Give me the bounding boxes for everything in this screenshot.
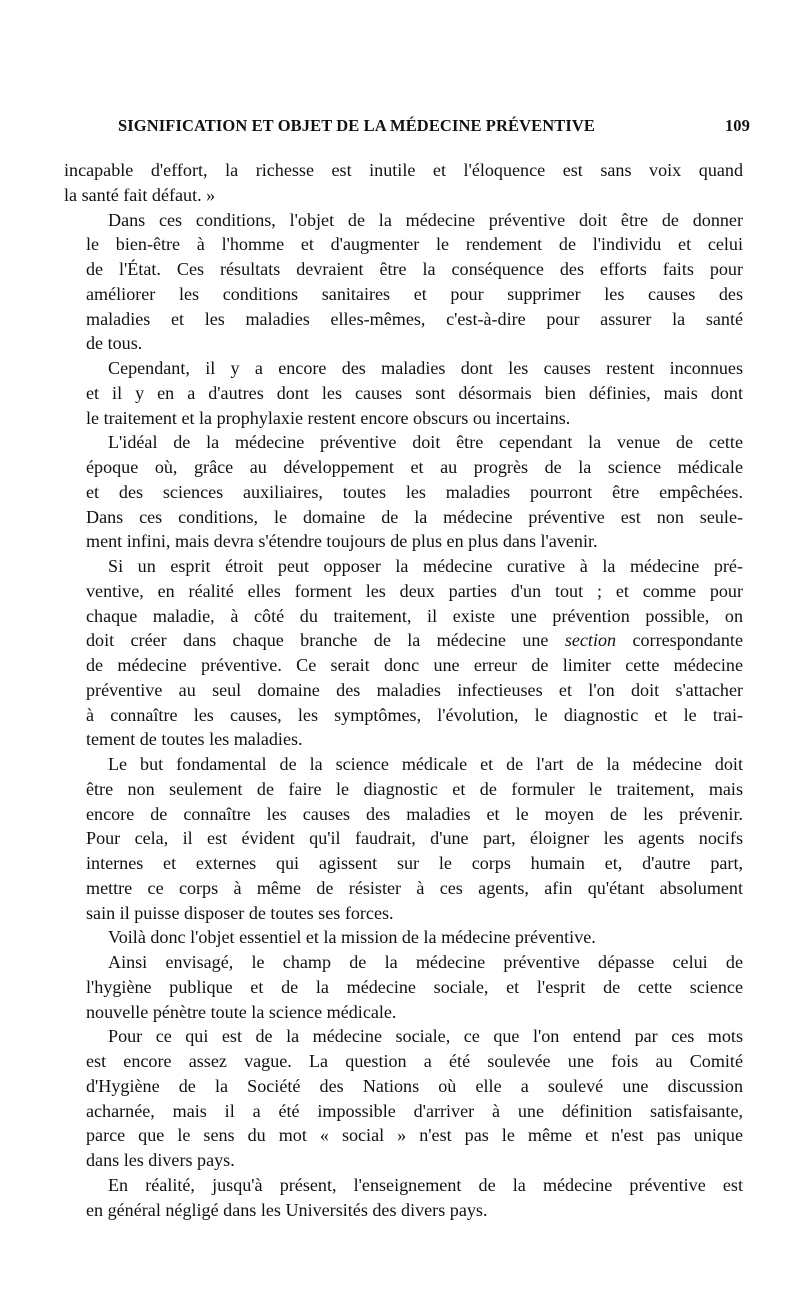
text-line: Ainsi envisagé, le champ de la médecine préventive dépasse celui de (108, 952, 743, 972)
paragraph-3 (64, 356, 743, 430)
text-line-with-italic (64, 628, 743, 653)
text-line: le traitement et la prophylaxie restent encore obscurs ou incertains. (86, 407, 571, 428)
paragraph-6 (64, 752, 743, 925)
text-line: la santé fait défaut. » (64, 184, 216, 205)
paragraph-7 (64, 925, 743, 950)
body-text (64, 158, 743, 1222)
paragraph-5 (64, 554, 743, 752)
text-line: Si un esprit étroit peut opposer la médecine curative à la médecine pré- (108, 556, 743, 576)
text-line: Pour cela, il est évident qu'il faudrait, d'une part, éloigner les agents nocifs (86, 828, 743, 849)
text-line: être non seulement de faire le diagnostic et de formuler le traitement, mais (86, 778, 743, 799)
text-line: ventive, en réalité elles forment les deux parties d'un tout ; et comme pour (86, 580, 743, 601)
text-line: Pour ce qui est de la médecine sociale, ce que l'on entend par ces mots (108, 1026, 743, 1047)
text-line: chaque maladie, à côté du traitement, il existe une prévention possible, on (86, 605, 743, 626)
running-head-title: SIGNIFICATION ET OBJET DE LA MÉDECINE PRÉVENTIVE (118, 116, 595, 135)
paragraph-9 (64, 1024, 743, 1173)
text-line: L'idéal de la médecine préventive doit être cependant la venue de cette (108, 432, 743, 453)
text-line: tement de toutes les maladies. (86, 729, 303, 750)
text-line: Voilà donc l'objet essentiel et la mission de la médecine préventive. (108, 927, 596, 948)
text-line: le bien-être à l'homme et d'augmenter le rendement de l'individu et celui (86, 234, 743, 255)
text-line: à connaître les causes, les symptômes, l'évolution, le diagnostic et le trai- (86, 704, 743, 725)
text-line: préventive au seul domaine des maladies infectieuses et l'on doit s'attacher (86, 679, 743, 700)
running-head (118, 116, 750, 140)
text-line: en général négligé dans les Universités des divers pays. (86, 1199, 488, 1220)
text-line: améliorer les conditions sanitaires et pour supprimer les causes des (86, 283, 743, 304)
italic-word: section (564, 630, 617, 651)
text-line: de médecine préventive. Ce serait donc une erreur de limiter cette médecine (86, 655, 743, 675)
text-line: parce que le sens du mot « social » n'est pas le même et n'est pas unique (86, 1125, 743, 1146)
text-line: sain il puisse disposer de toutes ses forces. (86, 902, 394, 923)
text-line: et des sciences auxiliaires, toutes les maladies pourront être empêchées. (86, 481, 743, 502)
text-line: incapable d'effort, la richesse est inutile et l'éloquence est sans voix quand (64, 160, 743, 180)
text-line: l'hygiène publique et de la médecine sociale, et l'esprit de cette science (86, 976, 743, 997)
paragraph-1 (64, 158, 743, 208)
text-line: époque où, grâce au développement et au progrès de la science médicale (86, 457, 743, 477)
text-segment: doit créer dans chaque branche de la médecine une (86, 630, 549, 651)
text-line: dans les divers pays. (86, 1150, 235, 1170)
text-line: est encore assez vague. La question a été soulevée une fois au Comité (86, 1051, 743, 1071)
text-line: En réalité, jusqu'à présent, l'enseignement de la médecine préventive est (108, 1174, 743, 1195)
text-line: nouvelle pénètre toute la science médicale. (86, 1001, 397, 1022)
text-line: de l'État. Ces résultats devraient être la conséquence des efforts faits pour (86, 259, 743, 279)
text-line: maladies et les maladies elles-mêmes, c'est-à-dire pour assurer la santé (86, 308, 743, 329)
paragraph-4 (64, 430, 743, 554)
text-line: de tous. (86, 333, 143, 354)
paragraph-8 (64, 950, 743, 1024)
text-line: et il y en a d'autres dont les causes sont désormais bien définies, mais dont (86, 382, 743, 403)
text-line: ment infini, mais devra s'étendre toujours de plus en plus dans l'avenir. (86, 531, 598, 552)
text-line: encore de connaître les causes des maladies et le moyen de les prévenir. (86, 803, 743, 824)
text-line: Le but fondamental de la science médicale et de l'art de la médecine doit (108, 754, 743, 774)
text-line: Cependant, il y a encore des maladies dont les causes restent inconnues (108, 358, 743, 378)
paragraph-10 (64, 1173, 743, 1223)
text-line: Dans ces conditions, l'objet de la médecine préventive doit être de donner (108, 209, 743, 230)
text-line: mettre ce corps à même de résister à ces agents, afin qu'étant absolument (86, 877, 743, 898)
text-line: Dans ces conditions, le domaine de la médecine préventive est non seule- (86, 506, 743, 527)
paragraph-2 (64, 208, 743, 357)
page-number: 109 (724, 116, 750, 135)
text-line: d'Hygiène de la Société des Nations où elle a soulevé une discussion (86, 1075, 743, 1096)
text-line: acharnée, mais il a été impossible d'arriver à une définition satisfaisante, (86, 1100, 743, 1121)
text-segment: correspondante (632, 630, 743, 651)
text-line: internes et externes qui agissent sur le corps humain et, d'autre part, (86, 853, 743, 873)
